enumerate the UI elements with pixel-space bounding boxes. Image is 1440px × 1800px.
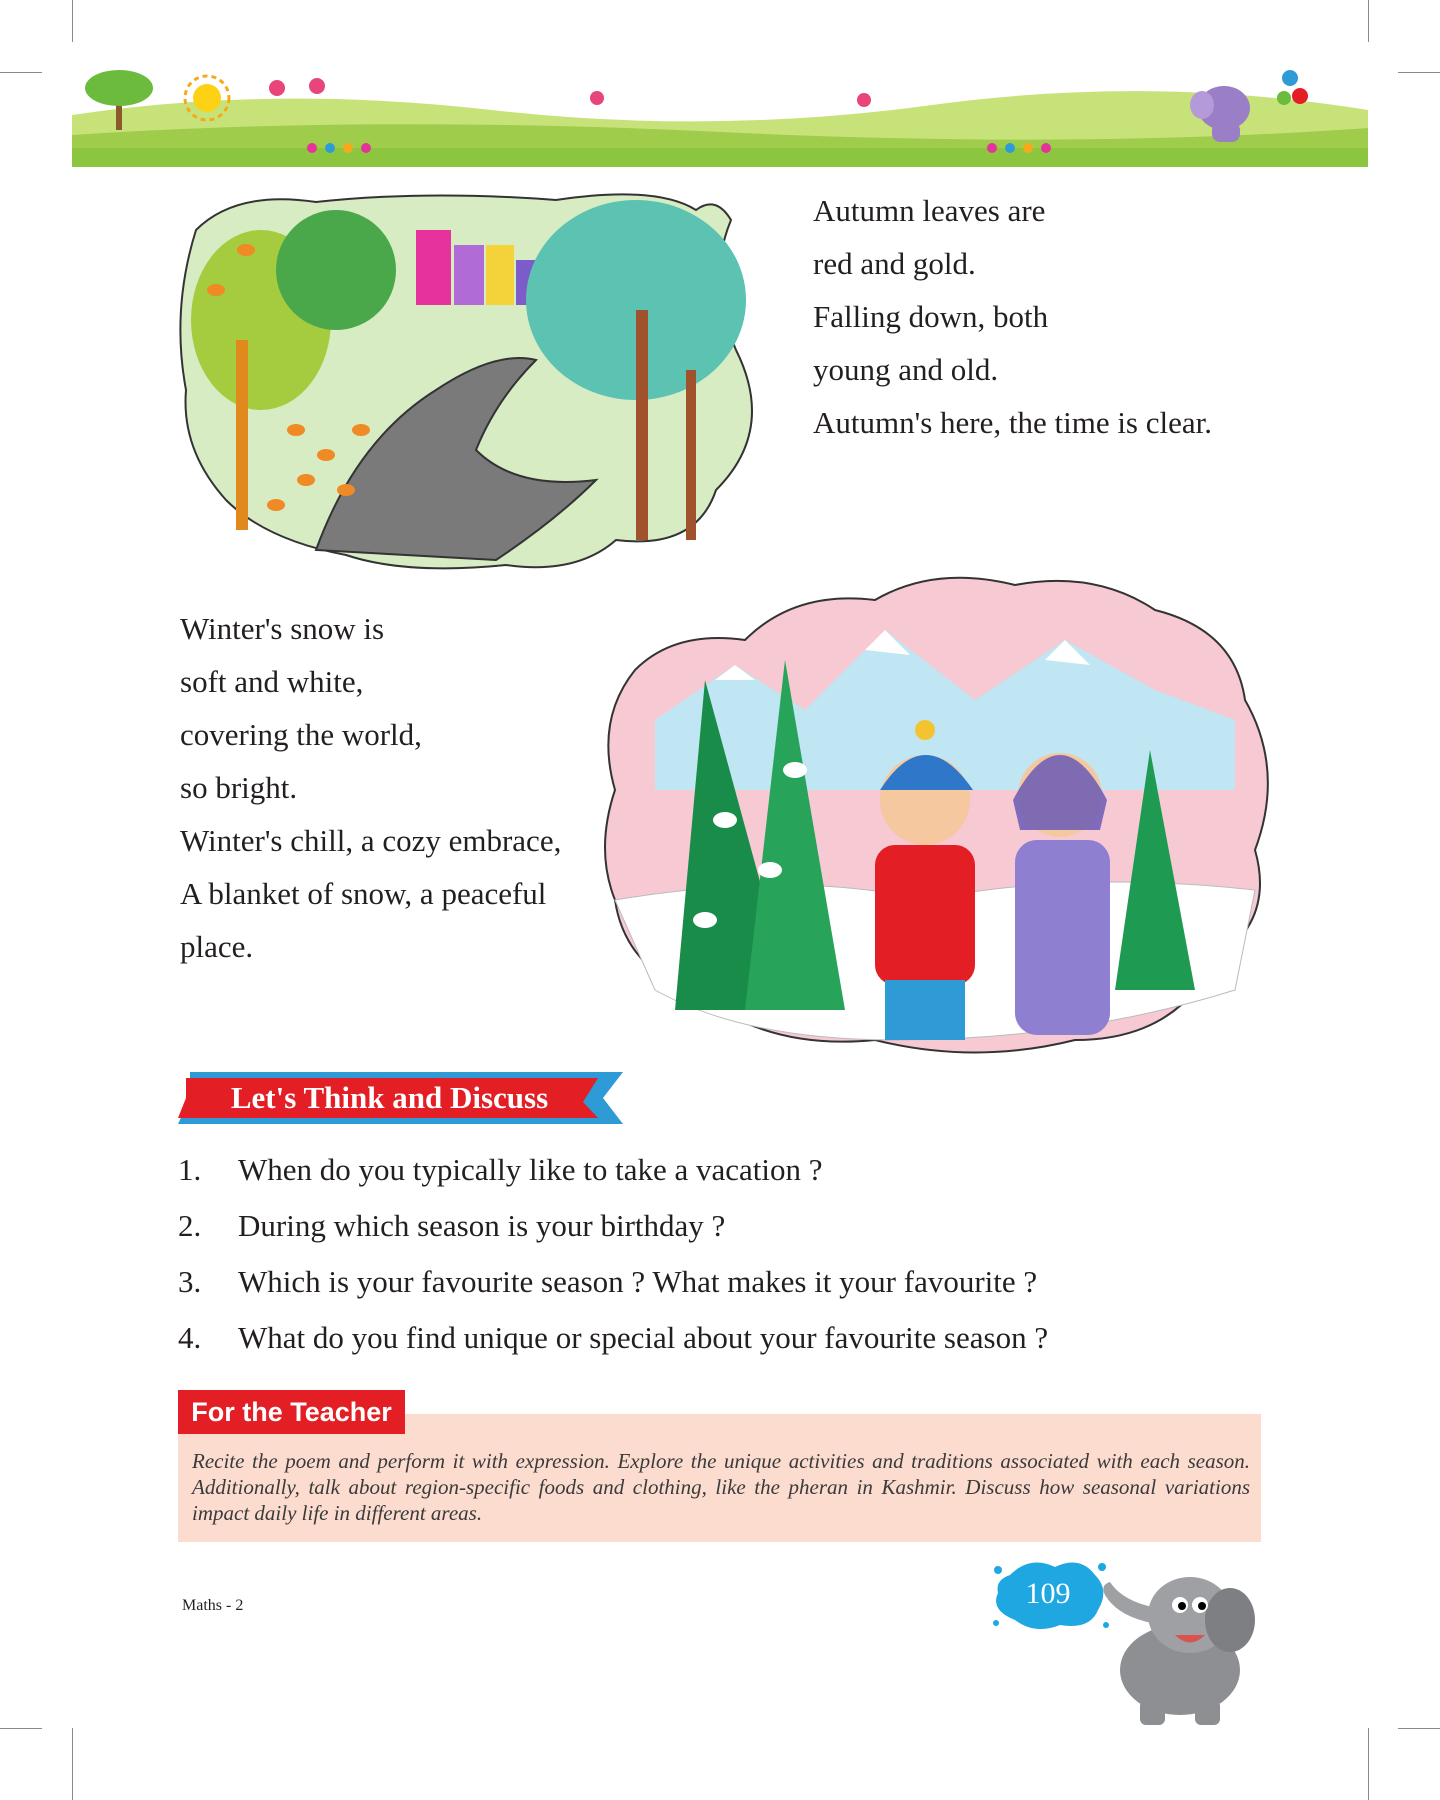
discussion-heading: Let's Think and Discuss xyxy=(230,1080,549,1115)
page-number: 109 xyxy=(1025,1577,1071,1610)
poem-line: A blanket of snow, a peaceful xyxy=(180,876,547,911)
question-text: What do you find unique or special about your favourite season ? xyxy=(238,1320,1049,1355)
header-banner xyxy=(72,60,1368,167)
winter-children-illustration xyxy=(595,570,1275,1060)
question-number: 1. xyxy=(178,1152,202,1187)
winter-poem xyxy=(180,602,561,973)
teacher-note-label: For the Teacher xyxy=(178,1390,405,1434)
list-item xyxy=(178,1310,1048,1366)
crop-mark xyxy=(72,1728,73,1800)
question-text: Which is your favourite season ? What makes it your favourite ? xyxy=(238,1264,1038,1299)
elephant-mascot xyxy=(1080,1560,1265,1730)
crop-mark xyxy=(1368,1728,1369,1800)
question-number: 4. xyxy=(178,1320,202,1355)
poem-line: soft and white, xyxy=(180,664,364,699)
crop-mark xyxy=(1398,1728,1440,1729)
poem-line: place. xyxy=(180,929,254,964)
poem-line: Falling down, both xyxy=(813,299,1049,334)
question-text: When do you typically like to take a vacation ? xyxy=(238,1152,823,1187)
poem-line: red and gold. xyxy=(813,246,976,281)
crop-mark xyxy=(1398,72,1440,73)
question-number: 2. xyxy=(178,1208,202,1243)
list-item xyxy=(178,1198,1048,1254)
list-item xyxy=(178,1254,1048,1310)
question-text: During which season is your birthday ? xyxy=(238,1208,726,1243)
poem-line: covering the world, xyxy=(180,717,422,752)
discussion-questions xyxy=(178,1142,1048,1366)
book-title-footer: Maths - 2 xyxy=(182,1597,244,1614)
poem-line: so bright. xyxy=(180,770,298,805)
poem-line: Autumn leaves are xyxy=(813,193,1046,228)
list-item xyxy=(178,1142,1048,1198)
crop-mark xyxy=(0,1728,42,1729)
crop-mark xyxy=(72,0,73,42)
autumn-poem xyxy=(813,184,1212,449)
poem-line: Winter's snow is xyxy=(180,611,385,646)
question-number: 3. xyxy=(178,1264,202,1299)
girl-figure xyxy=(1013,753,1110,1035)
autumn-park-illustration xyxy=(176,190,801,575)
poem-line: young and old. xyxy=(813,352,999,387)
crop-mark xyxy=(1368,0,1369,42)
crop-mark xyxy=(0,72,42,73)
poem-line: Autumn's here, the time is clear. xyxy=(813,405,1213,440)
teacher-note-text: Recite the poem and perform it with expression. Explore the unique activities and traditions associated with each season. Additionally, talk about region-specific foods and clothing, like the pheran in Kashmir. Discuss how seasonal variations impact daily life in different areas. xyxy=(192,1449,1250,1525)
poem-line: Winter's chill, a cozy embrace, xyxy=(180,823,562,858)
